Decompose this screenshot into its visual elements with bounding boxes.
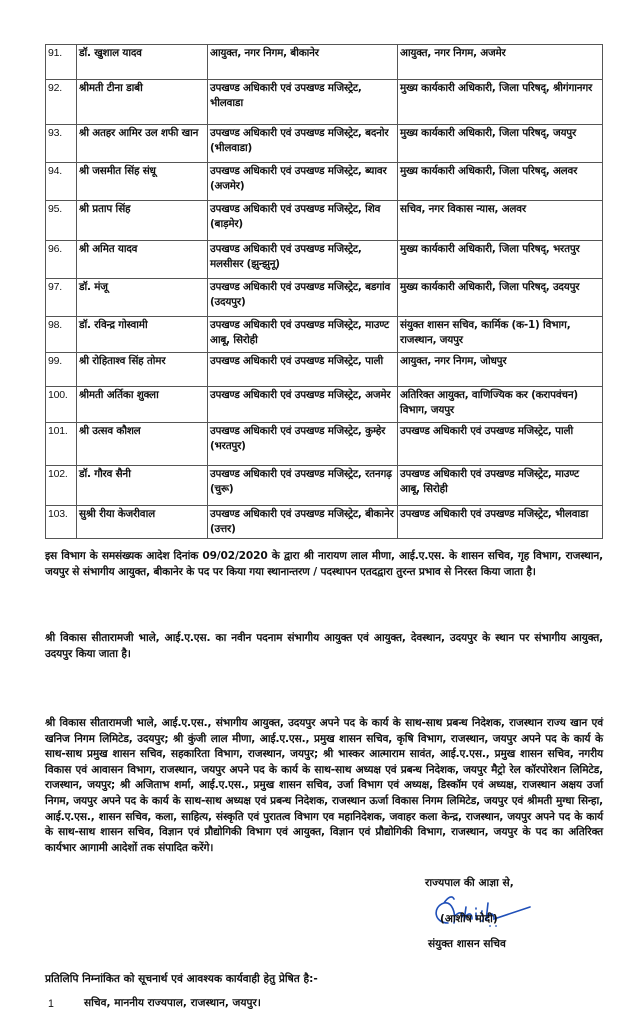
current-post-cell: उपखण्ड अधिकारी एवं उपखण्ड मजिस्ट्रेट, बडगांव (उदयपुर)	[208, 279, 398, 317]
table-row	[46, 317, 603, 353]
current-post-cell: उपखण्ड अधिकारी एवं उपखण्ड मजिस्ट्रेट, पाली	[208, 353, 398, 387]
officer-name-cell: श्री प्रताप सिंह	[77, 201, 208, 241]
table-row	[46, 80, 603, 125]
transfer-table	[45, 44, 603, 539]
current-post-cell: उपखण्ड अधिकारी एवं उपखण्ड मजिस्ट्रेट, भीलवाडा	[208, 80, 398, 125]
new-post-cell: उपखण्ड अधिकारी एवं उपखण्ड मजिस्ट्रेट, पाली	[398, 423, 603, 466]
new-post-cell: आयुक्त, नगर निगम, जोधपुर	[398, 353, 603, 387]
copy-to-intro: प्रतिलिपि निम्नांकित को सूचनार्थ एवं आवश्यक कार्यवाही हेतु प्रेषित है:-	[45, 973, 318, 985]
table-row	[46, 125, 603, 163]
new-post-cell: मुख्य कार्यकारी अधिकारी, जिला परिषद्, भरतपुर	[398, 241, 603, 279]
officer-name-cell: श्री अतहर आमिर उल शफी खान	[77, 125, 208, 163]
copy-item-number: 1	[48, 998, 54, 1010]
table-row	[46, 423, 603, 466]
serial-number-cell: 101.	[46, 423, 77, 466]
officer-name-cell: श्रीमती टीना डाबी	[77, 80, 208, 125]
serial-number-cell: 99.	[46, 353, 77, 387]
table-row	[46, 353, 603, 387]
signatory-name: (आशीष मोदी)	[440, 913, 498, 925]
table-row	[46, 387, 603, 423]
current-post-cell: उपखण्ड अधिकारी एवं उपखण्ड मजिस्ट्रेट, शिव (बाड़मेर)	[208, 201, 398, 241]
serial-number-cell: 93.	[46, 125, 77, 163]
by-order-line: राज्यपाल की आज्ञा से,	[425, 877, 514, 889]
current-post-cell: उपखण्ड अधिकारी एवं उपखण्ड मजिस्ट्रेट, बदनोर (भीलवाडा)	[208, 125, 398, 163]
current-post-cell: उपखण्ड अधिकारी एवं उपखण्ड मजिस्ट्रेट, मलसीसर (झुन्झुनू)	[208, 241, 398, 279]
redesignation-paragraph: श्री विकास सीतारामजी भाले, आई.ए.एस. का नवीन पदनाम संभागीय आयुक्त एवं आयुक्त, देवस्थान, उदयपुर के स्थान पर संभागीय आयुक्त, उदयपुर किया जाता है।	[45, 632, 603, 660]
table-row	[46, 279, 603, 317]
officer-name-cell: श्री जसमीत सिंह संधू	[77, 163, 208, 201]
officer-name-cell: डॉ. खुशाल यादव	[77, 45, 208, 80]
serial-number-cell: 92.	[46, 80, 77, 125]
new-post-cell: मुख्य कार्यकारी अधिकारी, जिला परिषद्, जयपुर	[398, 125, 603, 163]
serial-number-cell: 94.	[46, 163, 77, 201]
table-row	[46, 45, 603, 80]
officer-name-cell: श्रीमती अर्तिका शुक्ला	[77, 387, 208, 423]
serial-number-cell: 91.	[46, 45, 77, 80]
table-row	[46, 201, 603, 241]
additional-charge-paragraph: श्री विकास सीतारामजी भाले, आई.ए.एस., संभागीय आयुक्त, उदयपुर अपने पद के कार्य के साथ-साथ प्रबन्ध निदेशक, राजस्थान राज्य खान एवं खनिज निगम लिमिटेड, उदयपुर; श्री कुंजी लाल मीणा, आई.ए.एस., प्रमुख शासन सचिव, कृषि विभाग, राजस्थान, जयपुर अपने पद के कार्य के साथ-साथ प्रमुख शासन सचिव, सहकारिता विभाग, राजस्थान, जयपुर; श्री भास्कर आत्माराम सावंत, आई.ए.एस., प्रमुख शासन सचिव, नगरीय विकास एवं आवासन विभाग, राजस्थान, जयपुर अपने पद के कार्य के साथ-साथ अध्यक्ष एवं प्रबन्ध निदेशक, जयपुर मैट्रो रेल कॉरपोरेशन लिमिटेड, राजस्थान, जयपुर; श्री अजिताभ शर्मा, आई.ए.एस., प्रमुख शासन सचिव, उर्जा विभाग एवं अध्यक्ष, डिस्कॉम एवं अध्यक्ष, राजस्थान अक्षय उर्जा निगम, जयपुर अपने पद के कार्य के साथ-साथ अध्यक्ष एवं प्रबन्ध निदेशक, राजस्थान ऊर्जा विकास निगम लिमिटेड, जयपुर एवं श्रीमती मुग्धा सिन्हा, आई.ए.एस., शासन सचिव, कला, साहित्य, संस्कृति एवं पुरातत्व विभाग एव महानिदेशक, जवाहर कला केन्द्र, राजस्थान, जयपुर अपने पद के कार्य के साथ-साथ शासन सचिव, विज्ञान एवं प्रौद्योगिकी विभाग एवं आयुक्त, विज्ञान एवं प्रौद्योगिकी विभाग, राजस्थान, जयपुर के पद का अतिरिक्त कार्यभार आगामी आदेशों तक संपादित करेंगे।	[45, 717, 603, 854]
new-post-cell: संयुक्त शासन सचिव, कार्मिक (क-1) विभाग, राजस्थान, जयपुर	[398, 317, 603, 353]
cancellation-paragraph: इस विभाग के समसंख्यक आदेश दिनांक 09/02/2020 के द्वारा श्री नारायण लाल मीणा, आई.ए.एस. के शासन सचिव, गृह विभाग, राजस्थान, जयपुर से संभागीय आयुक्त, बीकानेर के पद पर किया गया स्थानान्तरण / पदस्थापन एतदद्वारा तुरन्त प्रभाव से निरस्त किया जाता है।	[45, 550, 603, 578]
new-post-cell: मुख्य कार्यकारी अधिकारी, जिला परिषद्, उदयपुर	[398, 279, 603, 317]
serial-number-cell: 97.	[46, 279, 77, 317]
serial-number-cell: 95.	[46, 201, 77, 241]
officer-name-cell: डॉ. गौरव सैनी	[77, 466, 208, 506]
serial-number-cell: 102.	[46, 466, 77, 506]
serial-number-cell: 103.	[46, 506, 77, 539]
new-post-cell: मुख्य कार्यकारी अधिकारी, जिला परिषद्, अलवर	[398, 163, 603, 201]
officer-name-cell: श्री उत्सव कौशल	[77, 423, 208, 466]
signatory-designation: संयुक्त शासन सचिव	[428, 938, 506, 950]
current-post-cell: उपखण्ड अधिकारी एवं उपखण्ड मजिस्ट्रेट, बीकानेर (उत्तर)	[208, 506, 398, 539]
officer-name-cell: श्री रोहिताश्व सिंह तोमर	[77, 353, 208, 387]
new-post-cell: उपखण्ड अधिकारी एवं उपखण्ड मजिस्ट्रेट, माउण्ट आबू, सिरोही	[398, 466, 603, 506]
serial-number-cell: 98.	[46, 317, 77, 353]
officer-name-cell: श्री अमित यादव	[77, 241, 208, 279]
serial-number-cell: 96.	[46, 241, 77, 279]
new-post-cell: आयुक्त, नगर निगम, अजमेर	[398, 45, 603, 80]
new-post-cell: सचिव, नगर विकास न्यास, अलवर	[398, 201, 603, 241]
current-post-cell: उपखण्ड अधिकारी एवं उपखण्ड मजिस्ट्रेट, अजमेर	[208, 387, 398, 423]
officer-name-cell: डॉ. रविन्द्र गोस्वामी	[77, 317, 208, 353]
current-post-cell: उपखण्ड अधिकारी एवं उपखण्ड मजिस्ट्रेट, माउण्ट आबू, सिरोही	[208, 317, 398, 353]
new-post-cell: मुख्य कार्यकारी अधिकारी, जिला परिषद्, श्रीगंगानगर	[398, 80, 603, 125]
new-post-cell: अतिरिक्त आयुक्त, वाणिज्यिक कर (करापवंचन) विभाग, जयपुर	[398, 387, 603, 423]
officer-name-cell: डॉ. मंजू	[77, 279, 208, 317]
table-row	[46, 506, 603, 539]
copy-item-text: सचिव, माननीय राज्यपाल, राजस्थान, जयपुर।	[84, 997, 261, 1009]
table-row	[46, 466, 603, 506]
officer-name-cell: सुश्री रीया केजरीवाल	[77, 506, 208, 539]
current-post-cell: उपखण्ड अधिकारी एवं उपखण्ड मजिस्ट्रेट, कुम्हेर (भरतपुर)	[208, 423, 398, 466]
current-post-cell: उपखण्ड अधिकारी एवं उपखण्ड मजिस्ट्रेट, रतनगढ़ (चुरू)	[208, 466, 398, 506]
current-post-cell: आयुक्त, नगर निगम, बीकानेर	[208, 45, 398, 80]
current-post-cell: उपखण्ड अधिकारी एवं उपखण्ड मजिस्ट्रेट, ब्यावर (अजमेर)	[208, 163, 398, 201]
table-row	[46, 163, 603, 201]
serial-number-cell: 100.	[46, 387, 77, 423]
table-row	[46, 241, 603, 279]
new-post-cell: उपखण्ड अधिकारी एवं उपखण्ड मजिस्ट्रेट, भीलवाडा	[398, 506, 603, 539]
